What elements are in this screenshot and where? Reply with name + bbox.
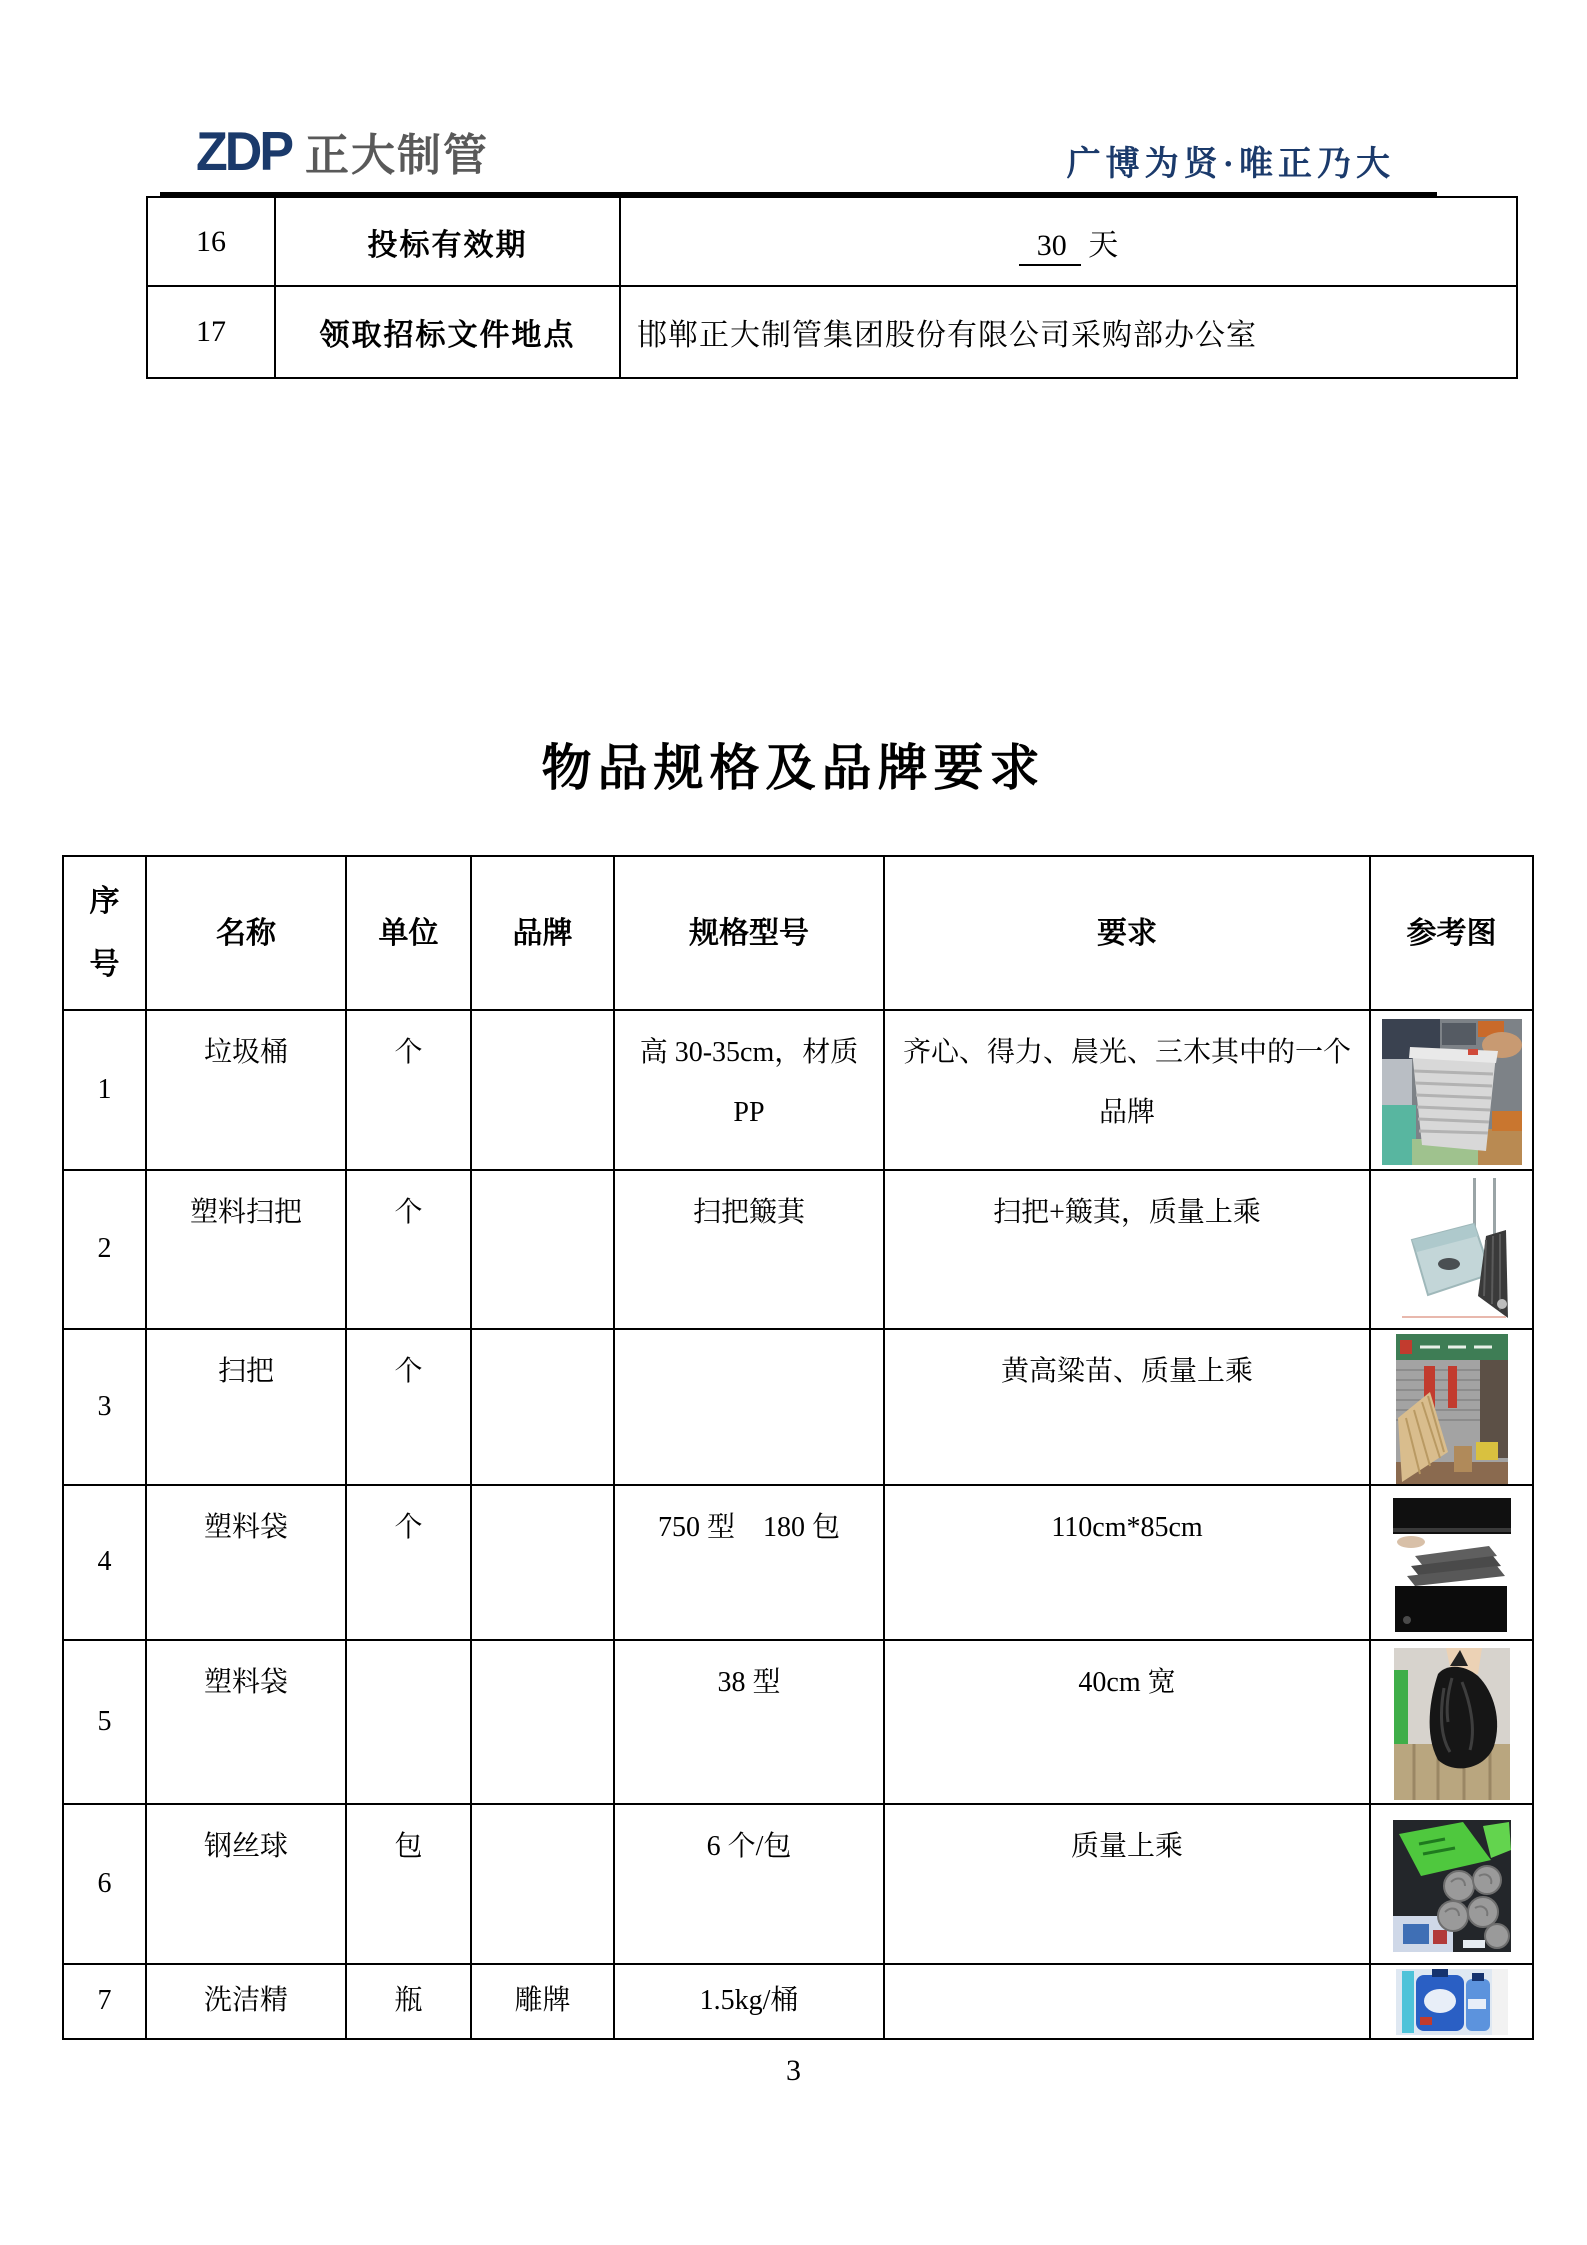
cell-brand [471, 1010, 614, 1170]
cell-requirement: 质量上乘 [884, 1804, 1370, 1964]
cell-requirement: 扫把+簸萁，质量上乘 [884, 1170, 1370, 1329]
row-value: 邯郸正大制管集团股份有限公司采购部办公室 [620, 286, 1517, 378]
cell-name: 塑料袋 [146, 1485, 346, 1640]
page-number: 3 [786, 2054, 801, 2087]
table-header-row [63, 856, 1533, 1010]
cell-unit: 个 [346, 1329, 471, 1485]
row-label: 领取招标文件地点 [275, 286, 620, 378]
cell-spec: 6 个/包 [614, 1804, 884, 1964]
col-header-requirement: 要求 [884, 856, 1370, 1010]
table-row [63, 1964, 1533, 2039]
cell-reference-photo [1370, 1964, 1533, 2039]
col-header-reference: 参考图 [1370, 856, 1533, 1010]
cell-unit: 个 [346, 1010, 471, 1170]
cell-spec: 高 30-35cm，材质 PP [614, 1010, 884, 1170]
cell-no: 5 [63, 1640, 146, 1804]
underlined-value: 30 [1019, 229, 1081, 266]
cell-brand [471, 1640, 614, 1804]
cell-unit: 个 [346, 1170, 471, 1329]
table-row [147, 197, 1517, 286]
logo-company-name: 正大制管 [305, 131, 489, 180]
col-header-unit: 单位 [346, 856, 471, 1010]
cell-name: 垃圾桶 [146, 1010, 346, 1170]
tender-info-table [146, 196, 1518, 379]
cell-requirement [884, 1964, 1370, 2039]
cell-brand [471, 1485, 614, 1640]
cell-reference-photo [1370, 1329, 1533, 1485]
cell-requirement: 黄高粱苗、质量上乘 [884, 1329, 1370, 1485]
table-row [63, 1329, 1533, 1485]
cell-reference-photo [1370, 1170, 1533, 1329]
col-header-spec: 规格型号 [614, 856, 884, 1010]
cell-unit: 包 [346, 1804, 471, 1964]
row-value [620, 197, 1517, 286]
table-row [63, 1804, 1533, 1964]
trash-bin-photo [1382, 1019, 1522, 1165]
value-suffix: 天 [1088, 228, 1119, 262]
cell-reference-photo [1370, 1485, 1533, 1640]
cell-spec: 750 型 180 包 [614, 1485, 884, 1640]
cell-unit [346, 1640, 471, 1804]
detergent-photo [1396, 1969, 1508, 2035]
cell-spec [614, 1329, 884, 1485]
table-row [63, 1640, 1533, 1804]
col-header-brand: 品牌 [471, 856, 614, 1010]
cell-requirement: 40cm 宽 [884, 1640, 1370, 1804]
cell-no: 2 [63, 1170, 146, 1329]
row-number: 16 [147, 197, 275, 286]
table-row [63, 1485, 1533, 1640]
zdp-logo-icon: ZDP [196, 121, 291, 183]
company-logo [196, 121, 489, 183]
cell-no: 7 [63, 1964, 146, 2039]
cell-requirement: 110cm*85cm [884, 1485, 1370, 1640]
cell-name: 塑料袋 [146, 1640, 346, 1804]
black-bag-hand-photo [1394, 1648, 1510, 1800]
cell-unit: 瓶 [346, 1964, 471, 2039]
black-bags-photo [1393, 1498, 1511, 1632]
cell-brand [471, 1329, 614, 1485]
row-number: 17 [147, 286, 275, 378]
table-row [147, 286, 1517, 378]
cell-reference-photo [1370, 1010, 1533, 1170]
cell-unit: 个 [346, 1485, 471, 1640]
cell-spec: 1.5kg/桶 [614, 1964, 884, 2039]
cell-name: 钢丝球 [146, 1804, 346, 1964]
cell-reference-photo [1370, 1640, 1533, 1804]
table-row [63, 1170, 1533, 1329]
section-title: 物品规格及品牌要求 [541, 740, 1046, 796]
cell-reference-photo [1370, 1804, 1533, 1964]
cell-no: 4 [63, 1485, 146, 1640]
row-label: 投标有效期 [275, 197, 620, 286]
cell-no: 1 [63, 1010, 146, 1170]
table-row [63, 1010, 1533, 1170]
col-header-no: 序号 [63, 856, 146, 1010]
cell-name: 洗洁精 [146, 1964, 346, 2039]
header-slogan: 广博为贤·唯正乃大 [1066, 146, 1395, 183]
cell-name: 塑料扫把 [146, 1170, 346, 1329]
cell-spec: 扫把簸萁 [614, 1170, 884, 1329]
steel-wool-photo [1393, 1820, 1511, 1952]
cell-brand [471, 1804, 614, 1964]
item-spec-table [62, 855, 1534, 2040]
cell-spec: 38 型 [614, 1640, 884, 1804]
cell-name: 扫把 [146, 1329, 346, 1485]
dustpan-broom-photo [1394, 1178, 1510, 1326]
cell-requirement: 齐心、得力、晨光、三木其中的一个品牌 [884, 1010, 1370, 1170]
cell-brand: 雕牌 [471, 1964, 614, 2039]
cell-brand [471, 1170, 614, 1329]
cell-no: 3 [63, 1329, 146, 1485]
broom-shop-photo [1396, 1334, 1508, 1484]
col-header-name: 名称 [146, 856, 346, 1010]
cell-no: 6 [63, 1804, 146, 1964]
